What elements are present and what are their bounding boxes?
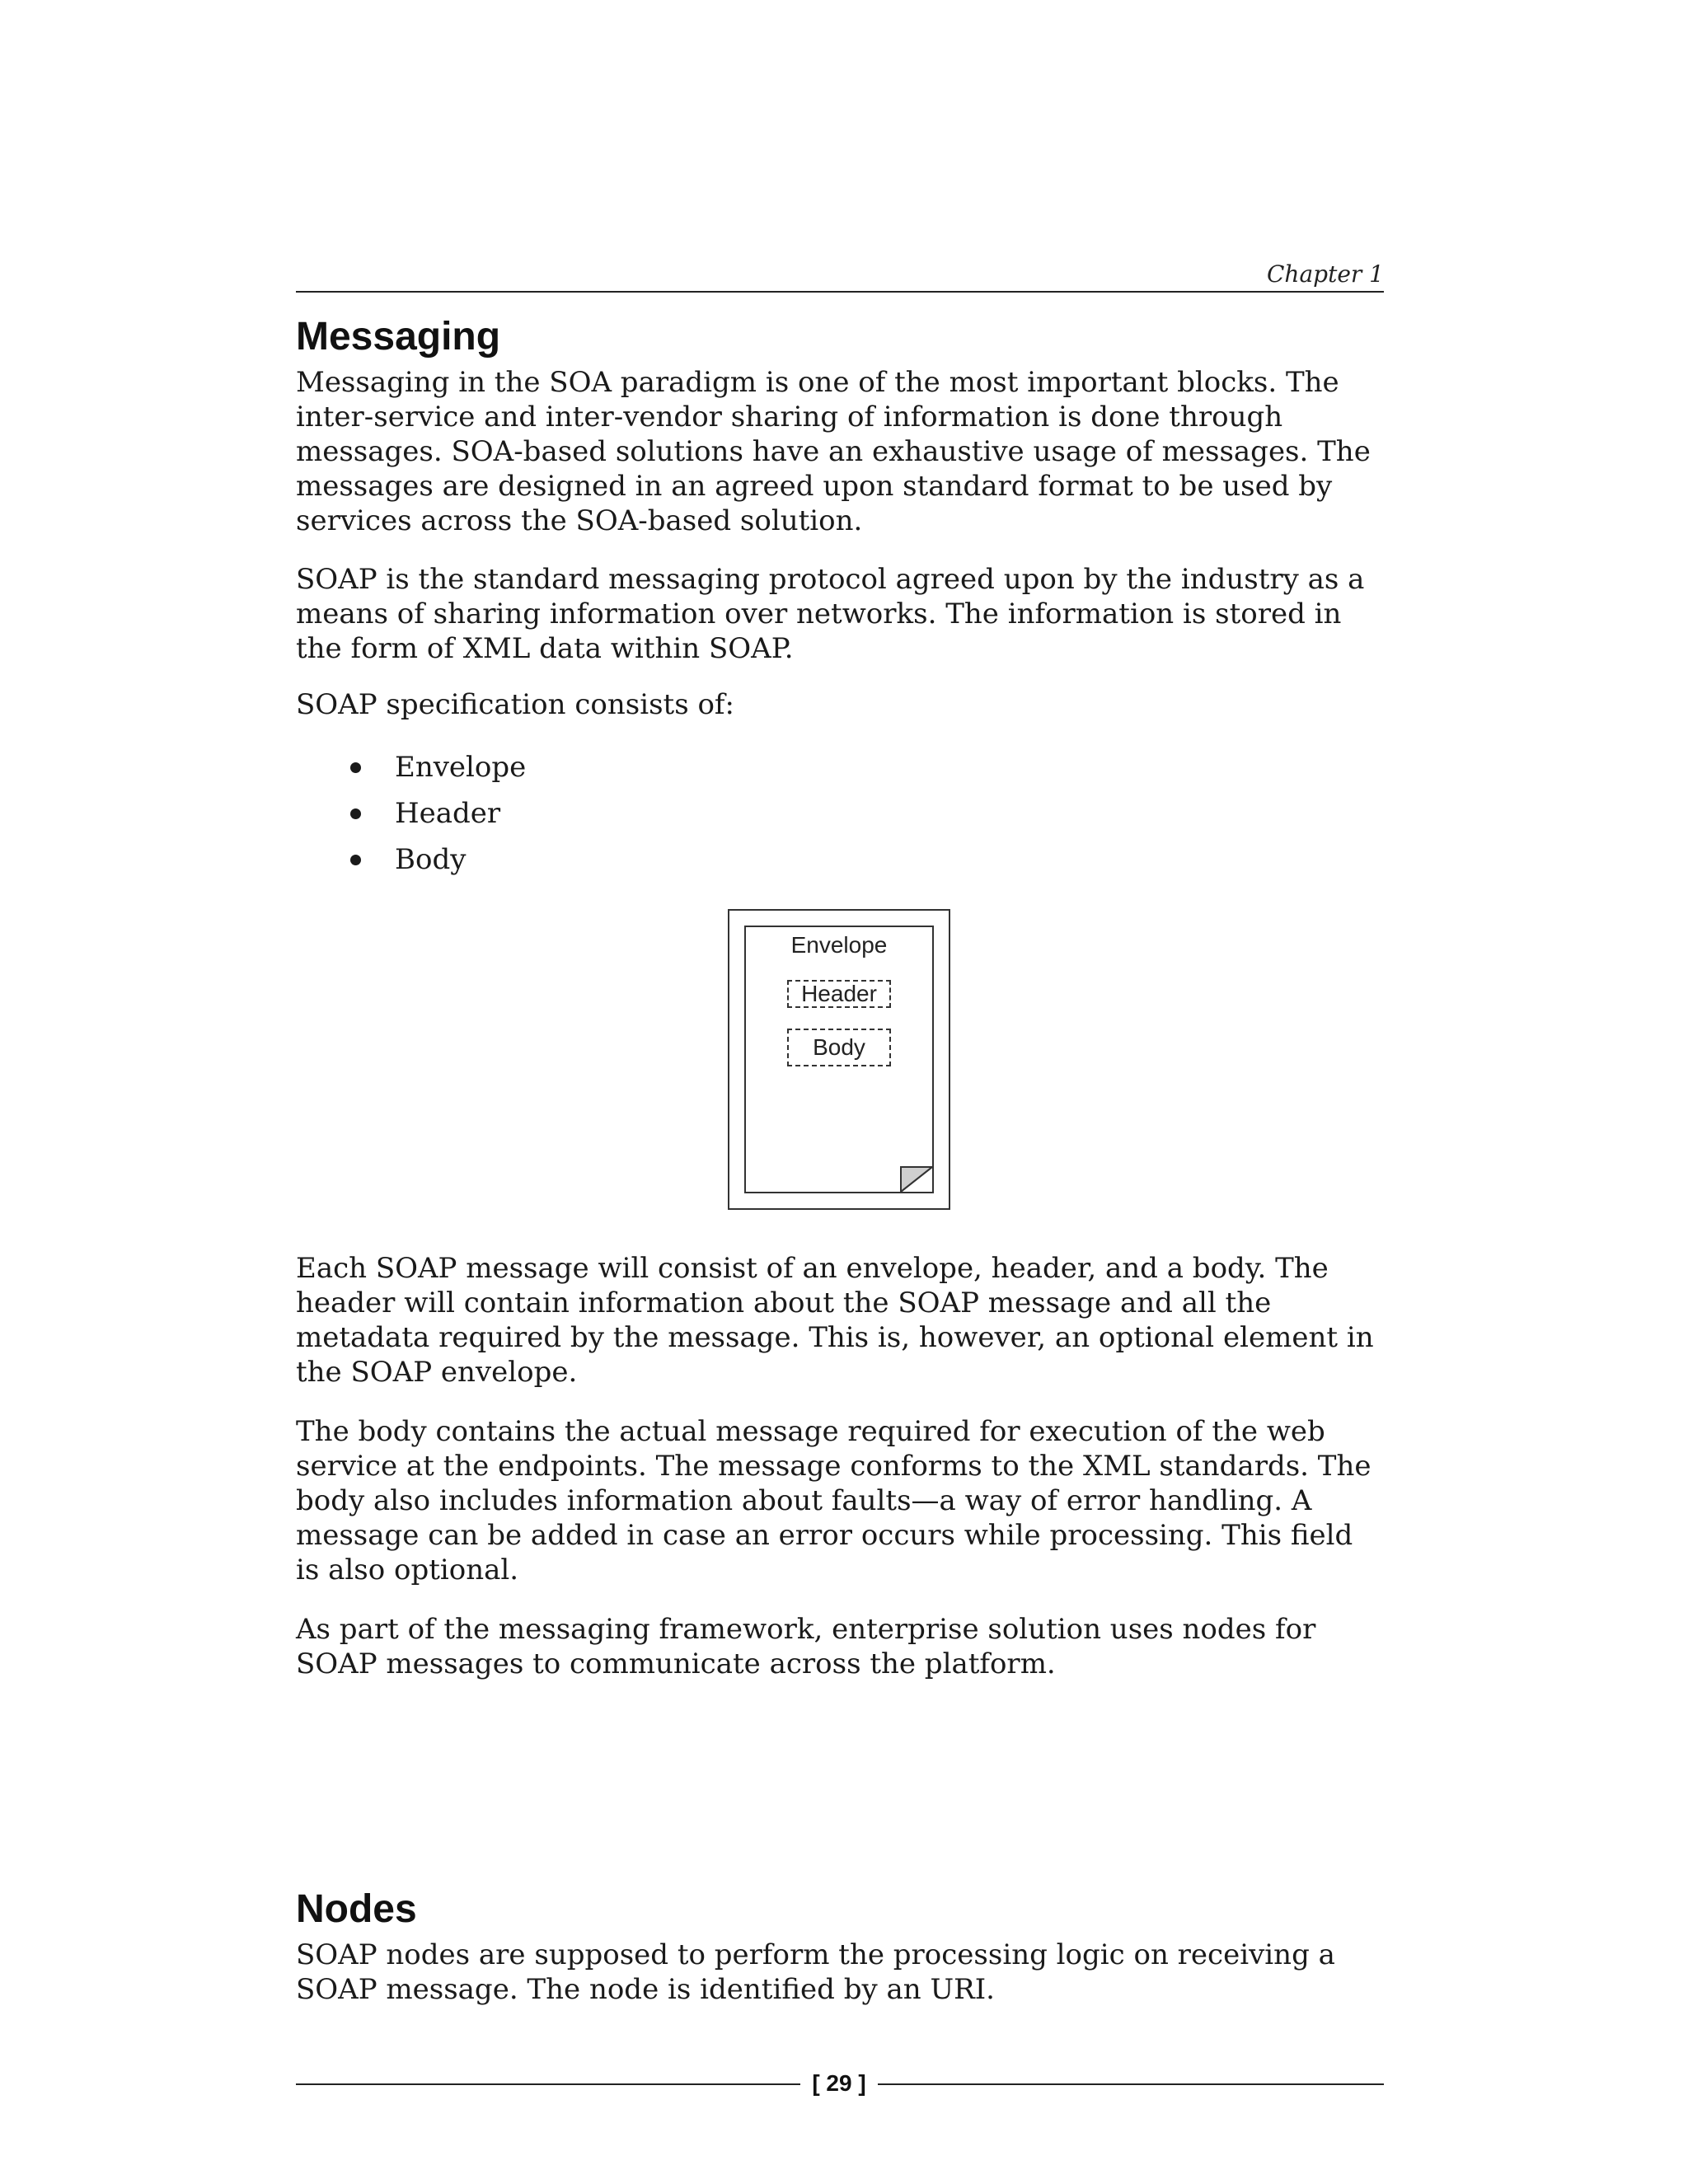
paragraph-soap-body: The body contains the actual message required for execution of the web service at the endpoints. The message conforms to the XML standards. The body also includes information about faults—a way of error handling. A message can be added in case an error occurs while processing. This field is also optional. xyxy=(296,1415,1372,1586)
body-box: Body xyxy=(787,1029,891,1066)
folded-corner-icon xyxy=(899,1165,934,1193)
paragraph-soap-nodes: SOAP nodes are supposed to perform the processing logic on receiving a SOAP message. The node is identified by an URI. xyxy=(296,1938,1335,2006)
paragraph-soap-spec: SOAP specification consists of: xyxy=(296,688,734,721)
section-title-nodes: Nodes xyxy=(296,1887,417,1931)
list-item-label: Body xyxy=(395,843,467,876)
section-title-messaging: Messaging xyxy=(296,315,501,359)
envelope-document xyxy=(744,926,934,1193)
soap-spec-list xyxy=(296,744,1384,883)
footer-rule-left xyxy=(296,2083,800,2085)
paragraph-soap-message-parts: Each SOAP message will consist of an envelope, header, and a body. The header will contain information about the SOAP message and all the metadata required by the message. This is, however, an optional element in the SOAP envelope. xyxy=(296,1252,1374,1389)
list-item xyxy=(296,837,1384,883)
paragraph-soap-protocol: SOAP is the standard messaging protocol agreed upon by the industry as a means of sharing information over networks. The information is stored in the form of XML data within SOAP. xyxy=(296,563,1365,665)
bullet-icon xyxy=(350,855,361,865)
list-item xyxy=(296,744,1384,790)
header-rule xyxy=(296,291,1384,293)
envelope-label: Envelope xyxy=(790,932,888,958)
bullet-icon xyxy=(350,808,361,819)
list-item xyxy=(296,790,1384,837)
running-head: Chapter 1 xyxy=(1267,260,1384,288)
list-item-label: Header xyxy=(395,797,501,830)
list-item-label: Envelope xyxy=(395,751,527,784)
paragraph-messaging-framework: As part of the messaging framework, enterprise solution uses nodes for SOAP messages to communicate across the platform. xyxy=(296,1613,1316,1680)
book-page xyxy=(296,247,1384,2143)
page-number: [ 29 ] xyxy=(812,2070,866,2096)
header-box: Header xyxy=(787,980,891,1008)
soap-envelope-diagram xyxy=(728,909,950,1210)
footer-rule-right xyxy=(878,2083,1384,2085)
paragraph-messaging-intro: Messaging in the SOA paradigm is one of the most important blocks. The inter-service and inter-vendor sharing of information is done through messages. SOA-based solutions have an exhaustive usage of messages. The messages are designed in an agreed upon standard format to be used by services across the SOA-based solution. xyxy=(296,366,1371,537)
bullet-icon xyxy=(350,762,361,773)
